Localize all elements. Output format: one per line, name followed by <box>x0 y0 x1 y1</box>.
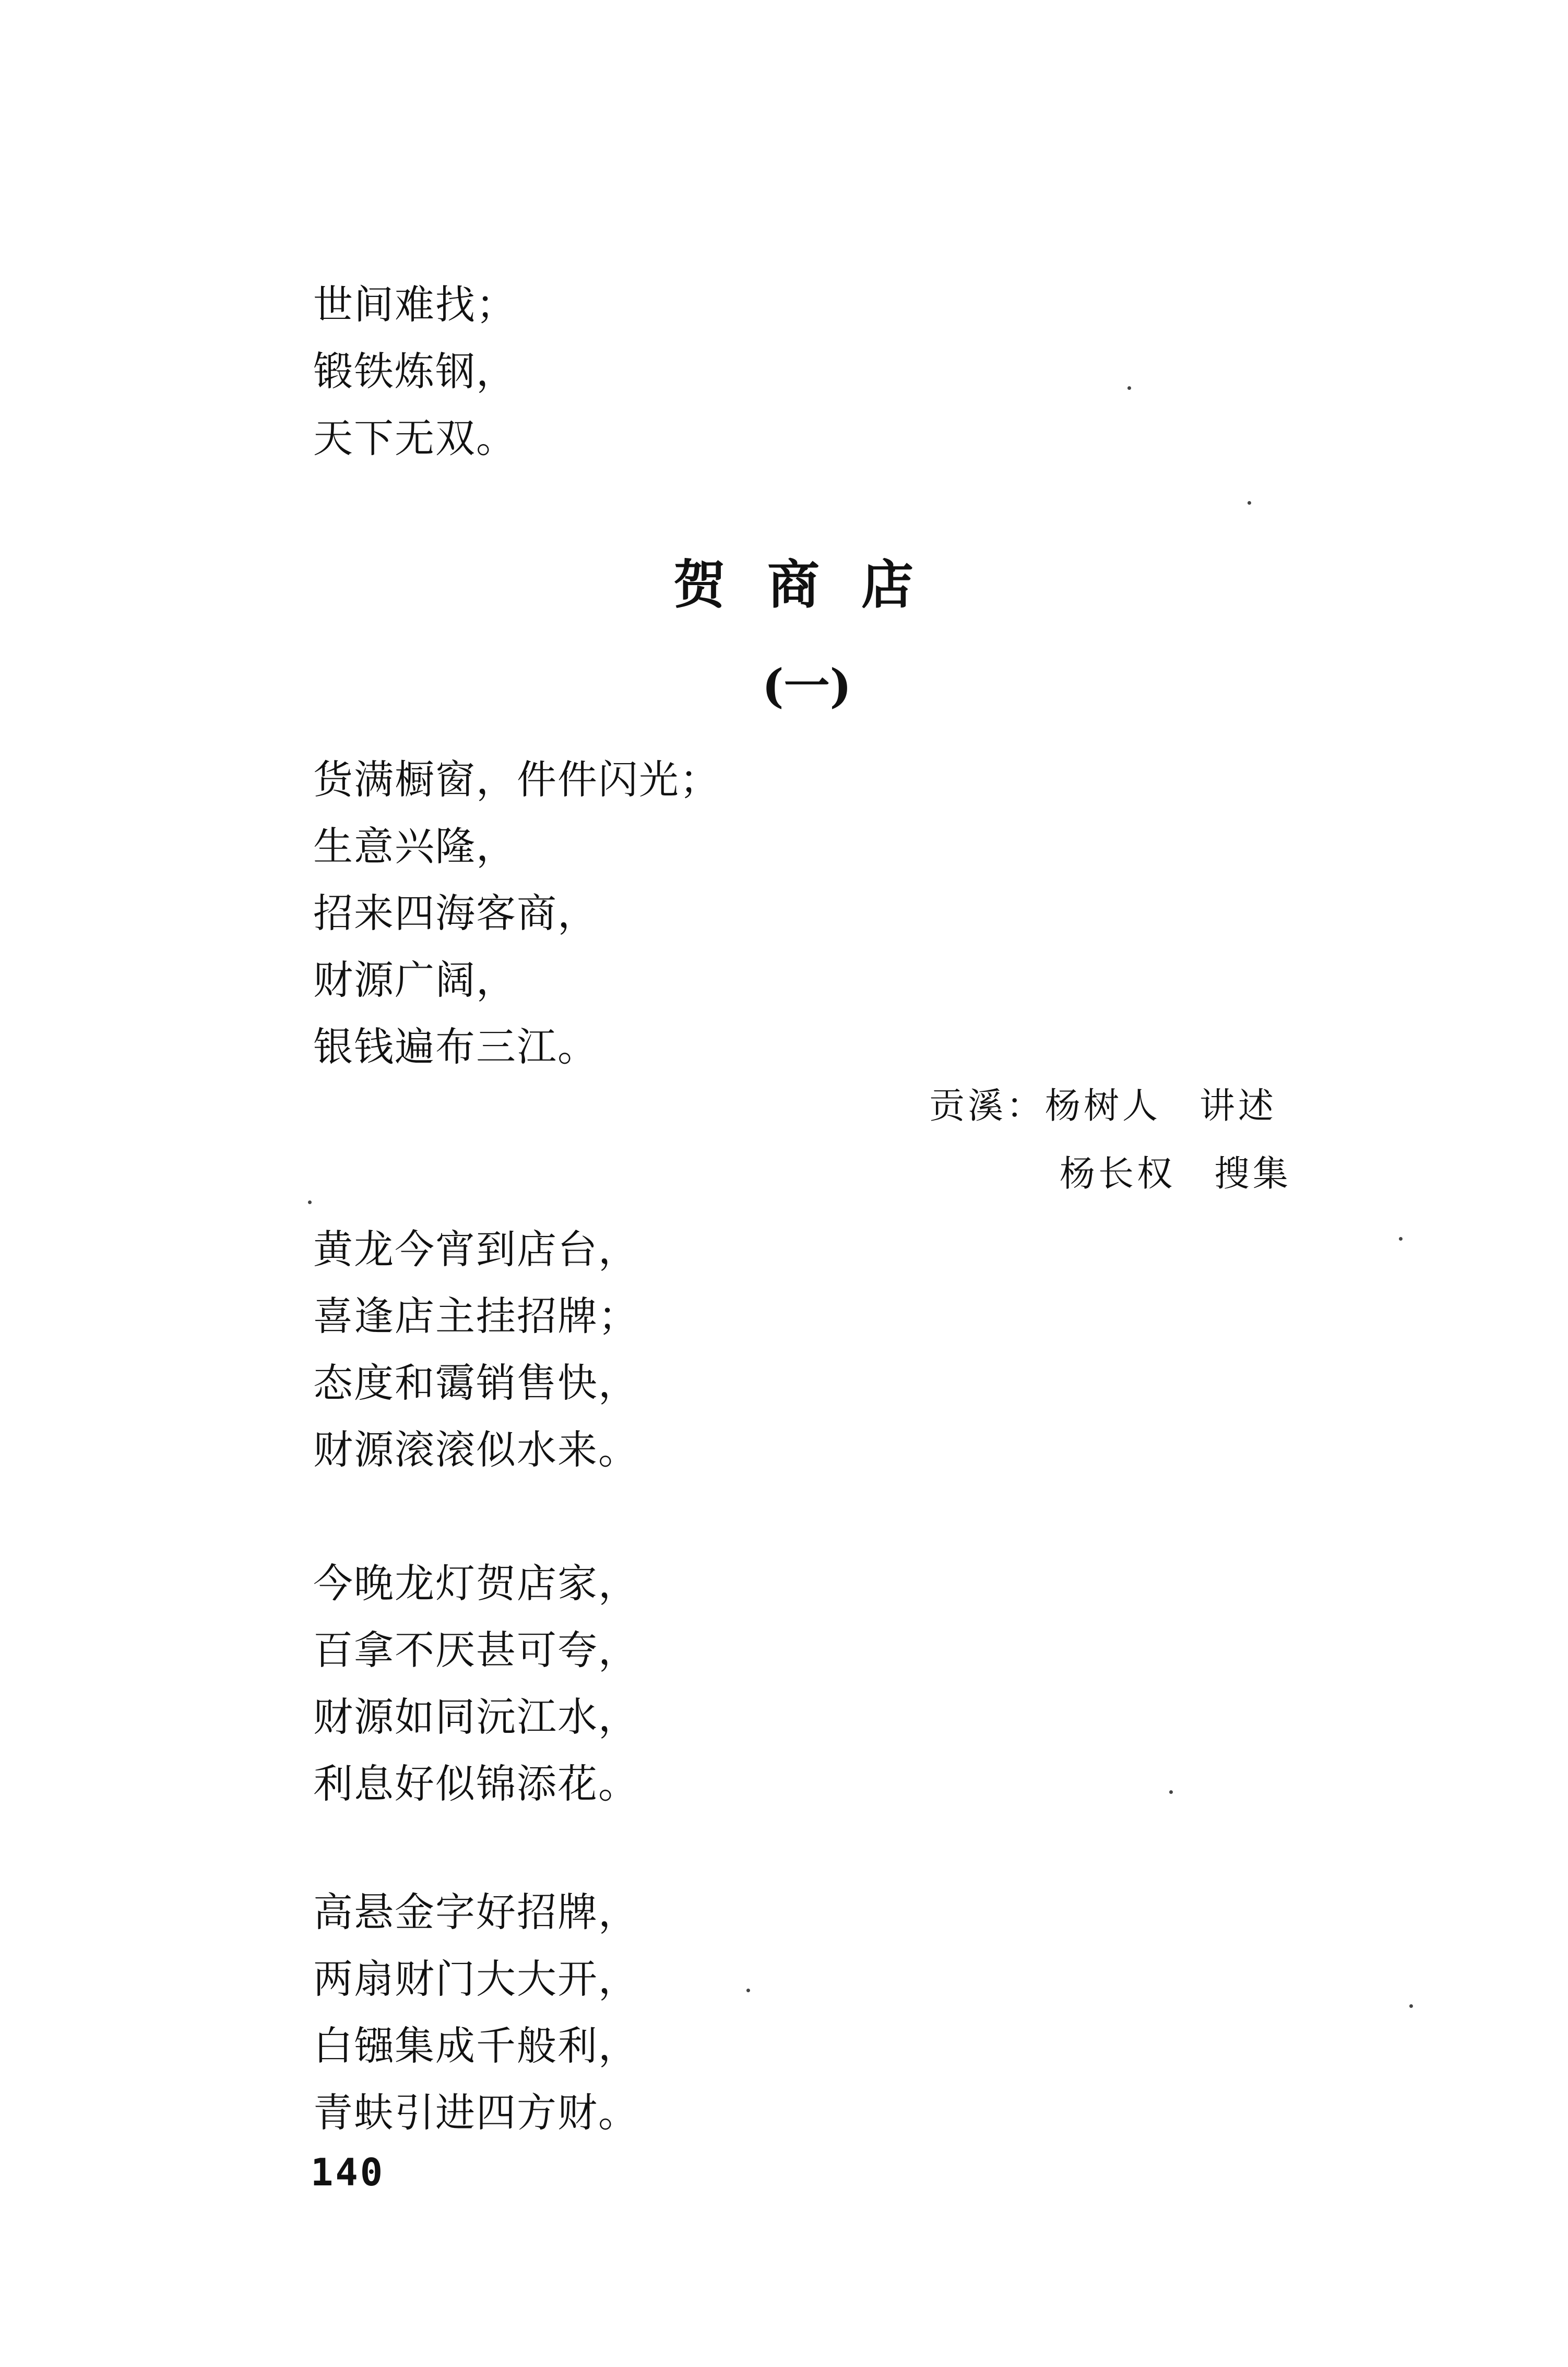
verse-line: 两扇财门大大开， <box>313 1956 639 2002</box>
verse-line: 货满橱窗，件件闪光； <box>313 756 720 803</box>
verse-line: 态度和霭销售快， <box>313 1360 639 1406</box>
scan-speck <box>1169 1790 1173 1794</box>
verse-line: 招来四海客商， <box>313 890 598 936</box>
page-number: 140 <box>311 2150 385 2194</box>
page-title: 贺商店 <box>673 554 955 615</box>
top-verse <box>313 271 1305 472</box>
scan-speck <box>746 1989 750 1992</box>
verse-line: 白镪集成千般利， <box>313 2023 639 2069</box>
verse-line: 银钱遍布三江。 <box>313 1024 598 1070</box>
credit-narrator: 贡溪：杨树人 讲述 <box>929 1086 1277 1127</box>
section-number: (一) <box>762 659 852 713</box>
credit-collector: 杨长权 搜集 <box>1060 1153 1292 1195</box>
verse-line: 今晚龙灯贺店家， <box>313 1560 639 1607</box>
verse-stanza-1 <box>313 746 1305 1080</box>
verse-line: 锻铁炼钢， <box>313 348 517 395</box>
scan-speck <box>1127 386 1131 390</box>
verse-stanza-3 <box>313 1550 1305 1817</box>
verse-line: 财源如同沅江水， <box>313 1694 639 1740</box>
verse-line: 天下无双。 <box>313 415 517 461</box>
verse-line: 喜逢店主挂招牌； <box>313 1293 639 1339</box>
scan-speck <box>1248 501 1251 505</box>
verse-line: 世间难找； <box>313 281 517 328</box>
verse-line: 生意兴隆， <box>313 823 517 870</box>
verse-line: 青蚨引进四方财。 <box>313 2089 639 2136</box>
verse-line: 百拿不厌甚可夸， <box>313 1627 639 1673</box>
verse-stanza-2 <box>313 1216 1305 1483</box>
verse-line: 财源滚滚似水来。 <box>313 1426 639 1473</box>
verse-line: 黄龙今宵到店台， <box>313 1226 639 1272</box>
verse-line: 财源广阔， <box>313 957 517 1003</box>
verse-line: 高悬金字好招牌， <box>313 1889 639 1935</box>
verse-stanza-4 <box>313 1879 1305 2146</box>
verse-line: 利息好似锦添花。 <box>313 1761 639 1807</box>
scan-speck <box>308 1200 312 1204</box>
scan-speck <box>1409 2004 1413 2008</box>
scan-speck <box>1399 1237 1403 1241</box>
